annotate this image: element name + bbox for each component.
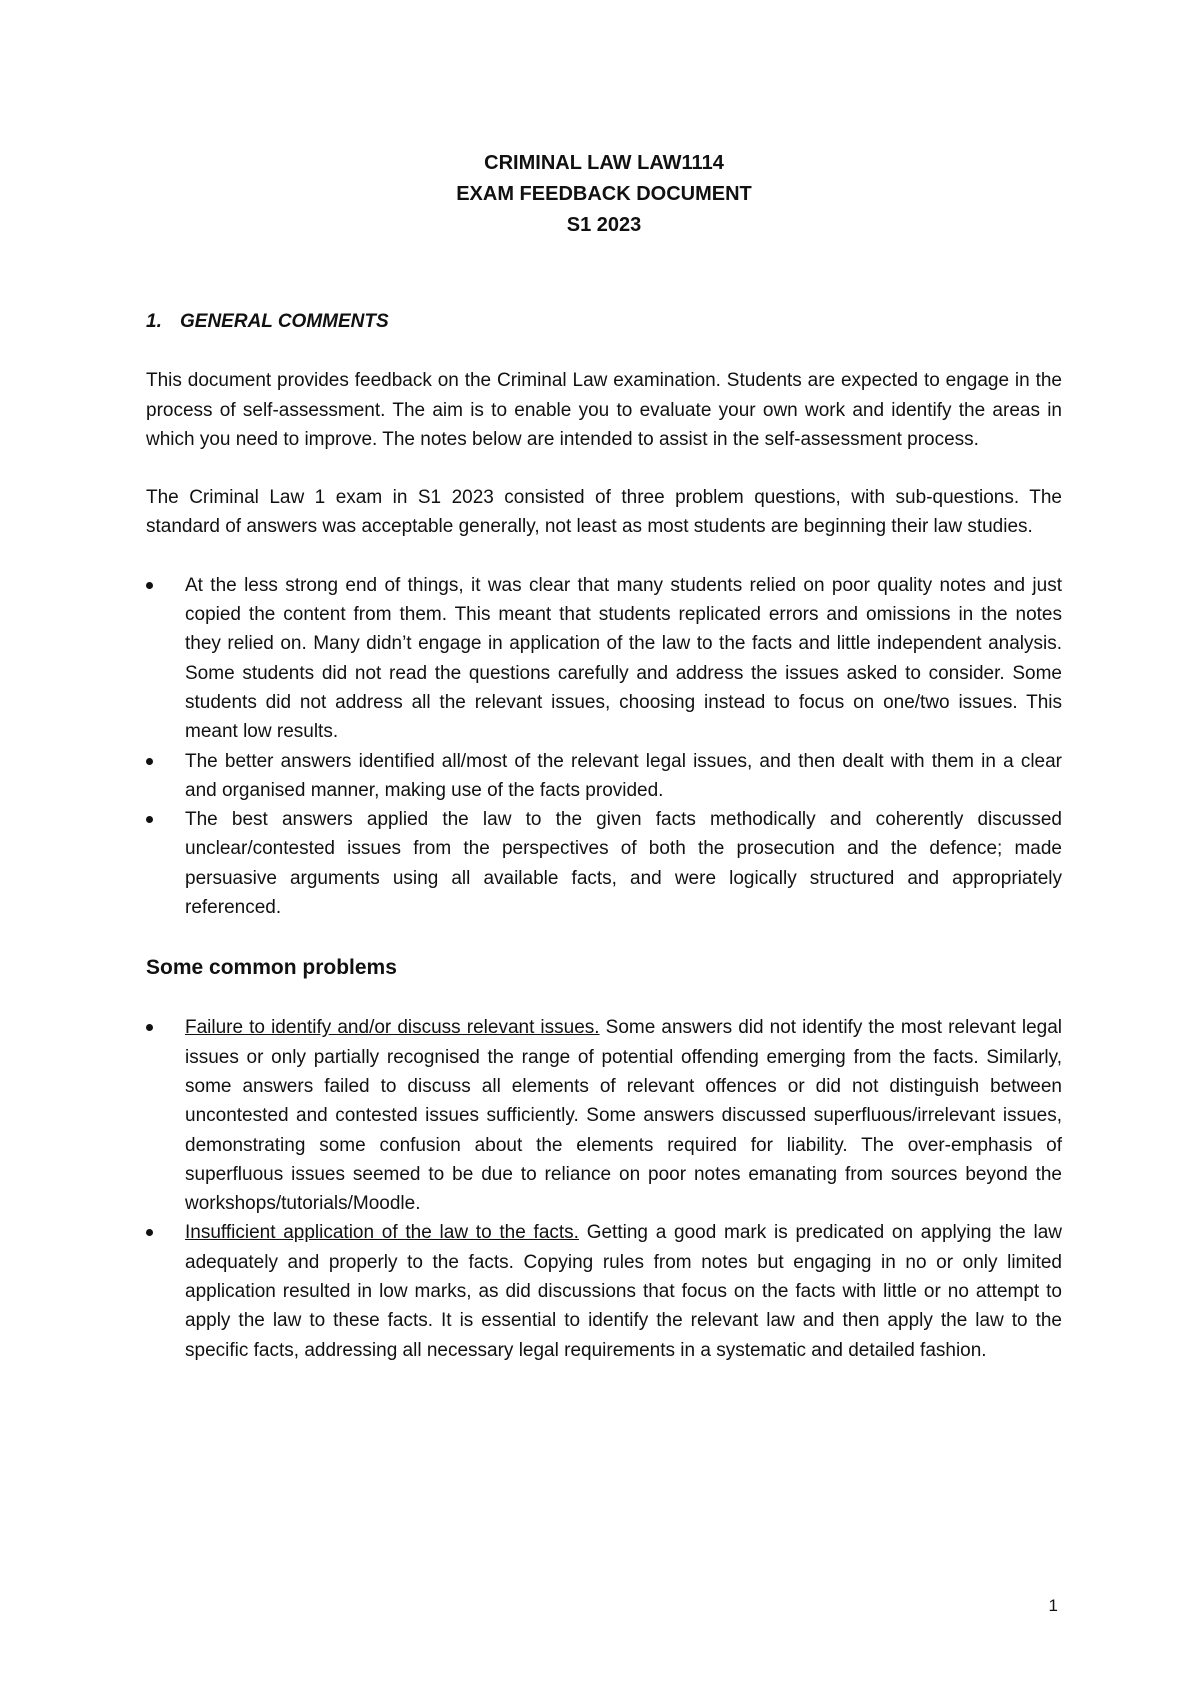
- section-heading-general-comments: [146, 307, 1062, 336]
- paragraph-intro: This document provides feedback on the Criminal Law examination. Students are expected to engage in the process of self-assessment. The aim is to enable you to evaluate your own work and identify the areas in which you need to improve. The notes below are intended to assist in the self-assessment process.: [146, 370, 1062, 450]
- title-course: CRIMINAL LAW LAW1114: [484, 152, 724, 174]
- list-item-text: At the less strong end of things, it was clear that many students relied on poor quality notes and just copied the content from them. This meant that students replicated errors and omissions in the notes they relied on. Many didn’t engage in application of the law to the facts and little independent analysis. Some students did not read the questions carefully and address the issues asked to consider. Some students did not address all the relevant issues, choosing instead to focus on one/two issues. This meant low results.: [185, 574, 1062, 743]
- problem-text: Getting a good mark is predicated on applying the law adequately and properly to the facts. Copying rules from notes but engaging in no or only limited application resulted in low marks, as did discussions that focus on the facts with little or no attempt to apply the law to these facts. It is essential to identify the relevant law and then apply the law to the specific facts, addressing all necessary legal requirements in a systematic and detailed fashion.: [185, 1222, 1062, 1361]
- section-title: GENERAL COMMENTS: [180, 311, 389, 332]
- section-number: 1.: [146, 311, 162, 332]
- common-problems-list: [146, 1013, 1062, 1365]
- list-item: [146, 1218, 1062, 1364]
- problem-lead: Insufficient application of the law to the facts.: [185, 1222, 579, 1244]
- bullet-icon: [146, 816, 153, 823]
- paragraph-exam-overview: The Criminal Law 1 exam in S1 2023 consisted of three problem questions, with sub-questions. The standard of answers was acceptable generally, not least as most students are beginning their law studies.: [146, 487, 1062, 538]
- bullet-icon: [146, 758, 153, 765]
- general-comments-list: [146, 571, 1062, 923]
- problem-lead: Failure to identify and/or discuss relevant issues.: [185, 1017, 600, 1039]
- list-item: [146, 805, 1062, 922]
- page-number: 1: [1048, 1596, 1058, 1615]
- subheading-common-problems: Some common problems: [146, 956, 397, 980]
- document-title: [146, 148, 1062, 241]
- list-item: [146, 747, 1062, 806]
- title-semester: S1 2023: [566, 214, 642, 236]
- bullet-icon: [146, 1024, 153, 1031]
- title-document-type: EXAM FEEDBACK DOCUMENT: [456, 183, 752, 205]
- list-item-text: The best answers applied the law to the given facts methodically and coherently discussed unclear/contested issues from the perspectives of both the prosecution and the defence; made persuasive arguments using all available facts, and were logically structured and appropriately referenced.: [185, 809, 1062, 919]
- list-item: [146, 1013, 1062, 1218]
- list-item-text: The better answers identified all/most of the relevant legal issues, and then dealt with them in a clear and organised manner, making use of the facts provided.: [185, 750, 1062, 801]
- bullet-icon: [146, 1229, 153, 1236]
- bullet-icon: [146, 582, 153, 589]
- list-item: [146, 571, 1062, 747]
- problem-text: Some answers did not identify the most relevant legal issues or only partially recognised the range of potential offending emerging from the facts. Similarly, some answers failed to discuss all elements of relevant offences or did not distinguish between uncontested and contested issues sufficiently. Some answers discussed superfluous/irrelevant issues, demonstrating some confusion about the elements required for liability. The over-emphasis of superfluous issues seemed to be due to reliance on poor notes emanating from sources beyond the workshops/tutorials/Moodle.: [185, 1017, 1062, 1215]
